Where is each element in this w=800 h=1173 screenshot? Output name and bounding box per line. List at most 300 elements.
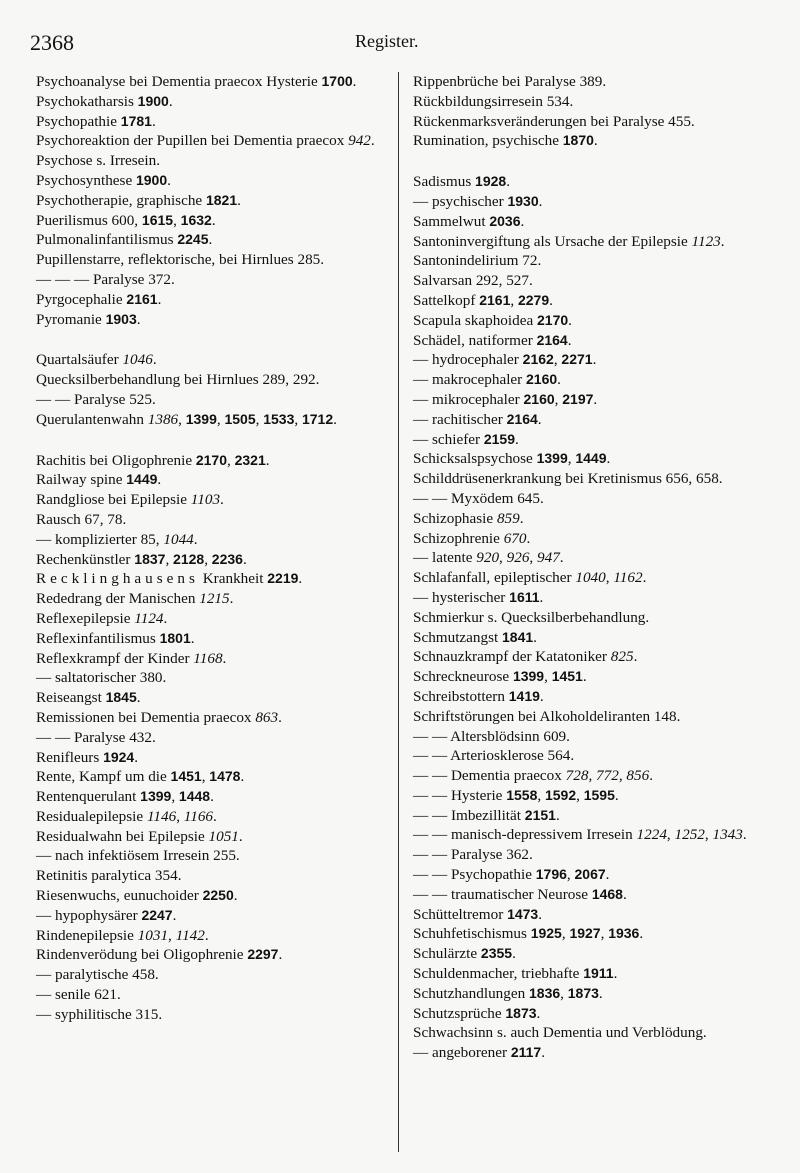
entry-text: . (298, 570, 303, 588)
page-ref-italic: 1343 (712, 826, 743, 844)
entry-text: Schlafanfall, epileptischer (413, 569, 576, 587)
page-ref-italic: 1215 (199, 590, 230, 608)
entry-text: . (568, 311, 572, 329)
index-entry (413, 825, 765, 845)
entry-text: . (168, 92, 173, 110)
index-entry (36, 846, 386, 866)
index-entry (413, 924, 765, 944)
entry-text: Schreckneurose (413, 668, 513, 686)
page-ref-bold: 1845 (105, 689, 137, 706)
page-ref-bold: 1468 (591, 885, 623, 902)
index-entry (36, 350, 386, 370)
index-entry (36, 290, 386, 310)
index-entry (36, 211, 386, 231)
index-entry (413, 1004, 765, 1024)
page-number: 2368 (30, 30, 74, 55)
entry-text: — paralytische 458. (36, 966, 159, 984)
entry-text: Psychotherapie, graphische (36, 191, 206, 209)
page-ref-italic: 1031 (137, 926, 169, 944)
letter-section-gap (413, 151, 765, 172)
page-ref-bold: 1449 (126, 471, 158, 488)
running-title: Register. (355, 31, 419, 51)
page-ref-bold: 2250 (202, 887, 234, 904)
entry-text: , (567, 450, 576, 468)
entry-text: . (204, 926, 209, 944)
entry-text: — — Paralyse 432. (36, 728, 156, 746)
page-ref-bold: 1611 (509, 588, 540, 605)
entry-text: Riesenwuchs, eunuchoider (36, 887, 203, 905)
index-entry (36, 787, 386, 807)
entry-text: — — Myxödem 645. (413, 489, 544, 507)
entry-text: . (370, 132, 375, 150)
page-ref-bold: 1533 (263, 410, 295, 427)
index-entry (413, 905, 765, 925)
page-ref-bold: 1781 (120, 112, 152, 129)
index-entry (36, 965, 386, 985)
index-entry (36, 370, 386, 390)
index-entry (36, 131, 386, 151)
entry-text: Recklinghausens (36, 570, 199, 588)
index-entry (413, 1023, 765, 1043)
page-ref-bold: 2160 (526, 371, 558, 388)
index-entry (413, 509, 765, 529)
index-entry (36, 92, 386, 112)
entry-text: Rentenquerulant (36, 788, 141, 806)
entry-text: . (352, 73, 357, 90)
entry-text: . (537, 410, 542, 428)
page-ref-bold: 2164 (506, 410, 538, 427)
entry-text: — — Hysterie (413, 786, 507, 804)
page-ref-bold: 1903 (105, 310, 137, 327)
entry-text: Psychose s. Irresein. (36, 152, 161, 170)
entry-text: . (557, 371, 561, 389)
page-ref-italic: 1040 (575, 569, 606, 587)
entry-text: . (567, 331, 572, 349)
entry-text: . (633, 648, 638, 666)
page-ref-bold: 1925 (530, 925, 562, 942)
entry-text: , (576, 786, 584, 804)
index-entry (413, 588, 765, 608)
page-ref-bold: 1615 (141, 211, 174, 228)
entry-text: — schiefer (413, 430, 484, 448)
index-entry (413, 410, 765, 430)
page-ref-bold: 2219 (267, 570, 299, 587)
index-entry (36, 609, 386, 629)
page-ref-bold: 2170 (195, 451, 228, 468)
page-ref-italic: 1044 (163, 530, 194, 548)
index-entry (36, 250, 386, 270)
entry-text: , (529, 549, 538, 567)
entry-text: — angeborener (413, 1044, 511, 1062)
entry-text: . (533, 628, 537, 646)
page-ref-italic: 947 (537, 549, 560, 567)
index-entry (413, 430, 765, 450)
page-ref-bold: 1399 (140, 788, 172, 805)
index-entry (36, 451, 386, 471)
entry-text: Krankheit (198, 570, 268, 588)
entry-text: . (538, 905, 543, 923)
entry-text: — — Paralyse 525. (36, 390, 156, 408)
entry-text: , (499, 549, 507, 567)
entry-text: Schilddrüsenerkrankung bei Kretinismus 656, 658. (413, 470, 723, 488)
page-ref-bold: 2161 (126, 290, 158, 307)
page-ref-bold: 1873 (567, 984, 599, 1001)
entry-text: . (136, 689, 141, 707)
page-ref-bold: 2271 (561, 351, 593, 368)
entry-text: . (208, 231, 213, 249)
index-entry (413, 608, 765, 628)
entry-text: Rückbildungsirresein 534. (413, 92, 574, 110)
entry-text: . (598, 984, 603, 1002)
index-entry (413, 92, 765, 112)
entry-text: . (515, 430, 519, 448)
entry-text: Puerilismus 600, (36, 211, 142, 229)
entry-text: Rindenepilepsie (36, 926, 138, 944)
index-entry (36, 807, 386, 827)
page-ref-bold: 1632 (180, 211, 212, 228)
index-entry (36, 866, 386, 886)
entry-text: Schutzsprüche (413, 1004, 506, 1022)
entry-text: . (333, 410, 337, 428)
entry-text: . (172, 906, 177, 924)
entry-text: . (167, 171, 171, 189)
index-entry (413, 291, 765, 311)
entry-text: Residualwahn bei Epilepsie (36, 827, 209, 845)
page-ref-bold: 2236 (211, 550, 243, 567)
entry-text: . (265, 451, 270, 469)
entry-text: . (229, 590, 234, 608)
entry-text: . (720, 232, 725, 250)
index-entry (413, 628, 765, 648)
entry-text: Pupillenstarre, reflektorische, bei Hirnlues 285. (36, 251, 325, 269)
entry-text: Psychoanalyse bei Dementia praecox Hysterie (36, 73, 322, 90)
page-ref-bold: 2159 (483, 430, 515, 447)
entry-text: . (539, 687, 544, 705)
column-divider (398, 72, 399, 1152)
page-ref-bold: 2117 (510, 1044, 542, 1061)
index-entry (413, 232, 765, 252)
entry-text: Pyromanie (36, 310, 106, 328)
entry-text: , (553, 351, 562, 369)
entry-text: . (519, 509, 524, 527)
entry-text: — — Dementia praecox (413, 767, 566, 785)
entry-text: — — traumatischer Neurose (413, 885, 592, 903)
page-ref-bold: 1712 (301, 410, 334, 427)
index-entry (36, 629, 386, 649)
letter-section-gap (36, 329, 386, 350)
entry-text: . (237, 191, 241, 209)
page-ref-bold: 2247 (141, 906, 173, 923)
entry-text: Pyrgocephalie (36, 290, 127, 308)
entry-text: , (173, 211, 181, 229)
page-ref-bold: 1449 (575, 450, 607, 467)
index-entry (36, 668, 386, 688)
page-ref-bold: 1451 (551, 668, 583, 685)
entry-text: . (190, 629, 195, 647)
page-ref-italic: 1224 (636, 826, 667, 844)
entry-text: . (622, 885, 627, 903)
index-entry (413, 370, 765, 390)
page-ref-bold: 1924 (103, 748, 135, 765)
index-entry (36, 728, 386, 748)
entry-text: , (204, 550, 212, 568)
page-ref-bold: 2164 (536, 331, 568, 348)
page-ref-italic: 1123 (691, 232, 721, 250)
entry-text: , (201, 768, 210, 786)
entry-text: . (605, 866, 610, 884)
entry-text: , (294, 410, 302, 428)
entry-text: . (555, 806, 560, 824)
page-ref-italic: 1386 (147, 410, 179, 428)
page-ref-bold: 2067 (574, 866, 606, 883)
entry-text: Schulärzte (413, 945, 481, 963)
entry-text: — saltatorischer 380. (36, 669, 167, 687)
index-entry (413, 112, 765, 132)
entry-text: Rückenmarksveränderungen bei Paralyse 455. (413, 112, 695, 130)
entry-text: Rachitis bei Oligophrenie (36, 451, 196, 469)
entry-text: . (559, 549, 564, 567)
index-entry (36, 72, 386, 92)
page-ref-bold: 1911 (583, 965, 614, 982)
page-ref-bold: 1837 (134, 550, 166, 567)
entry-text: , (165, 550, 174, 568)
page-ref-bold: 2128 (173, 550, 205, 567)
entry-text: Sattelkopf (413, 291, 480, 309)
page-ref-bold: 1841 (502, 628, 534, 645)
page-ref-italic: 1146 (146, 807, 177, 825)
entry-text: . (242, 550, 247, 568)
index-entry (36, 827, 386, 847)
index-entry (36, 171, 386, 191)
page-ref-bold: 1399 (512, 668, 545, 685)
entry-text: . (210, 788, 214, 806)
page-ref-bold: 2321 (234, 451, 266, 468)
entry-text: . (278, 708, 282, 726)
entry-text: Sammelwut (413, 212, 490, 230)
entry-text: Santoninvergiftung als Ursache der Epilepsie (413, 232, 692, 250)
index-entry (36, 390, 386, 410)
letter-section-gap (36, 430, 386, 451)
entry-text: , (176, 807, 184, 825)
entry-text: . (240, 768, 245, 786)
entry-text: , (566, 866, 575, 884)
page-ref-bold: 1900 (135, 171, 168, 188)
entry-text: , (544, 668, 552, 686)
entry-text: — hypophysärer (36, 906, 142, 924)
index-entry (36, 945, 386, 965)
entry-text: Salvarsan 292, 527. (413, 272, 533, 290)
entry-text: . (151, 112, 156, 130)
index-entry (36, 708, 386, 728)
entry-text: Schnauzkrampf der Katatoniker (413, 648, 611, 666)
entry-text: , (666, 826, 675, 844)
index-entry (413, 548, 765, 568)
entry-text: . (211, 211, 216, 229)
page-ref-bold: 1796 (535, 866, 567, 883)
entry-text: Residualepilepsie (36, 807, 147, 825)
page-ref-bold: 2151 (524, 806, 556, 823)
entry-text: , (618, 767, 627, 785)
entry-text: Schmierkur s. Quecksilberbehandlung. (413, 608, 650, 626)
entry-text: — latente (413, 549, 477, 567)
index-entry (413, 687, 765, 707)
index-entry (36, 270, 386, 290)
index-entry (413, 350, 765, 370)
page-ref-italic: 942 (348, 132, 371, 150)
page-ref-bold: 1936 (608, 925, 640, 942)
right-column (413, 72, 765, 1063)
entry-text: — rachitischer (413, 410, 507, 428)
entry-text: . (233, 887, 238, 905)
page-ref-bold: 1592 (544, 786, 577, 803)
index-entry (36, 230, 386, 250)
entry-text: Schuhfetischismus (413, 925, 531, 943)
index-entry (413, 131, 765, 151)
entry-text: Schreibstottern (413, 687, 509, 705)
index-entry (36, 649, 386, 669)
page-ref-bold: 1399 (185, 410, 217, 427)
page-ref-italic: 1166 (183, 807, 214, 825)
index-entry (413, 529, 765, 549)
entry-text: . (642, 569, 647, 587)
entry-text: . (593, 132, 598, 150)
entry-text: Psychosynthese (36, 171, 136, 189)
index-entry (413, 865, 765, 885)
page-ref-bold: 1821 (205, 191, 238, 208)
entry-text: Reiseangst (36, 689, 106, 707)
index-entry (413, 707, 765, 727)
entry-text: Rindenverödung bei Oligophrenie (36, 946, 248, 964)
entry-text: — mikrocephaler (413, 390, 524, 408)
index-entry (413, 331, 765, 351)
entry-text: Sadismus (413, 173, 476, 191)
page-ref-bold: 1399 (536, 450, 568, 467)
page-ref-italic: 772 (596, 767, 619, 785)
page-ref-italic: 1103 (190, 491, 221, 509)
page-ref-bold: 2197 (562, 390, 594, 407)
index-entry (413, 647, 765, 667)
entry-text: . (593, 390, 598, 408)
entry-text: . (592, 351, 597, 369)
index-entry (413, 727, 765, 747)
page-ref-bold: 1930 (507, 192, 539, 209)
entry-text: — — Altersblödsinn 609. (413, 727, 570, 745)
entry-text: Quartalsäufer (36, 351, 123, 369)
entry-text: Randgliose bei Epilepsie (36, 491, 191, 509)
entry-text: Psychoreaktion der Pupillen bei Dementia praecox (36, 132, 349, 150)
entry-text: , (561, 925, 570, 943)
entry-text: — — manisch-depressivem Irresein (413, 826, 637, 844)
index-entry (36, 926, 386, 946)
index-entry (36, 410, 386, 430)
entry-text: Schädel, natiformer (413, 331, 537, 349)
entry-text: — hysterischer (413, 588, 510, 606)
index-entry (413, 568, 765, 588)
page-ref-italic: 1142 (175, 926, 205, 944)
entry-text: Reflexinfantilismus (36, 629, 160, 647)
entry-text: , (704, 826, 713, 844)
entry-text: . (613, 965, 618, 983)
page-ref-italic: 920 (476, 549, 500, 567)
index-entry (36, 151, 386, 171)
index-entry (413, 311, 765, 331)
entry-text: , (588, 767, 597, 785)
index-entry (413, 251, 765, 271)
entry-text: — nach infektiösem Irresein 255. (36, 847, 240, 865)
index-entry (413, 172, 765, 192)
entry-text: Remissionen bei Dementia praecox (36, 708, 256, 726)
entry-text: Reflexepilepsie (36, 609, 135, 627)
page-ref-bold: 1836 (529, 984, 561, 1001)
entry-text: . (278, 946, 283, 964)
page-ref-bold: 1928 (475, 173, 507, 190)
entry-text: Schütteltremor (413, 905, 508, 923)
entry-text: Schutzhandlungen (413, 984, 529, 1002)
entry-text: — psychischer (413, 192, 508, 210)
index-entry (413, 984, 765, 1004)
page-ref-bold: 1873 (505, 1004, 537, 1021)
page-ref-italic: 1051 (208, 827, 239, 845)
entry-text: , (171, 788, 179, 806)
page-ref-italic: 1252 (674, 826, 705, 844)
page-ref-italic: 1046 (122, 351, 153, 369)
page-ref-italic: 670 (503, 529, 527, 547)
entry-text: Pulmonalinfantilismus (36, 231, 178, 249)
entry-text: Retinitis paralytica 354. (36, 867, 182, 885)
page-ref-bold: 2162 (522, 351, 554, 368)
index-entry (413, 72, 765, 92)
index-entry (413, 766, 765, 786)
entry-text: , (605, 569, 614, 587)
entry-text: Quecksilberbehandlung bei Hirnlues 289, 292. (36, 371, 320, 389)
index-entry (413, 390, 765, 410)
entry-text: . (549, 291, 553, 309)
page-ref-bold: 2355 (480, 945, 513, 962)
page-ref-bold: 1801 (159, 629, 191, 646)
entry-text: Rumination, psychische (413, 132, 563, 150)
index-entry (36, 748, 386, 768)
entry-text: , (537, 786, 545, 804)
entry-text: . (193, 530, 198, 548)
index-entry (36, 490, 386, 510)
index-entry (413, 786, 765, 806)
entry-text: . (606, 450, 611, 468)
left-column (36, 72, 386, 1025)
page-ref-italic: 1162 (613, 569, 643, 587)
page-ref-bold: 1478 (209, 768, 241, 785)
entry-text: Psychopathie (36, 112, 121, 130)
entry-text: Schuldenmacher, triebhafte (413, 965, 584, 983)
entry-text: . (152, 351, 157, 369)
entry-text: , (600, 925, 609, 943)
page-ref-bold: 2036 (489, 212, 521, 229)
entry-text: . (536, 1004, 541, 1022)
entry-text: , (227, 451, 235, 469)
entry-text: . (213, 807, 217, 825)
index-entry (36, 510, 386, 530)
entry-text: Rededrang der Manischen (36, 590, 200, 608)
entry-text: Schicksalspsychose (413, 450, 537, 468)
page-ref-bold: 2161 (479, 291, 511, 308)
page-ref-italic: 863 (255, 708, 279, 726)
entry-text: — komplizierter 85, (36, 530, 164, 548)
page-ref-italic: 859 (496, 509, 520, 527)
index-entry (36, 767, 386, 787)
entry-text: . (520, 212, 525, 230)
entry-text: . (222, 649, 227, 667)
index-entry (36, 1005, 386, 1025)
entry-text: Querulantenwahn (36, 410, 148, 428)
